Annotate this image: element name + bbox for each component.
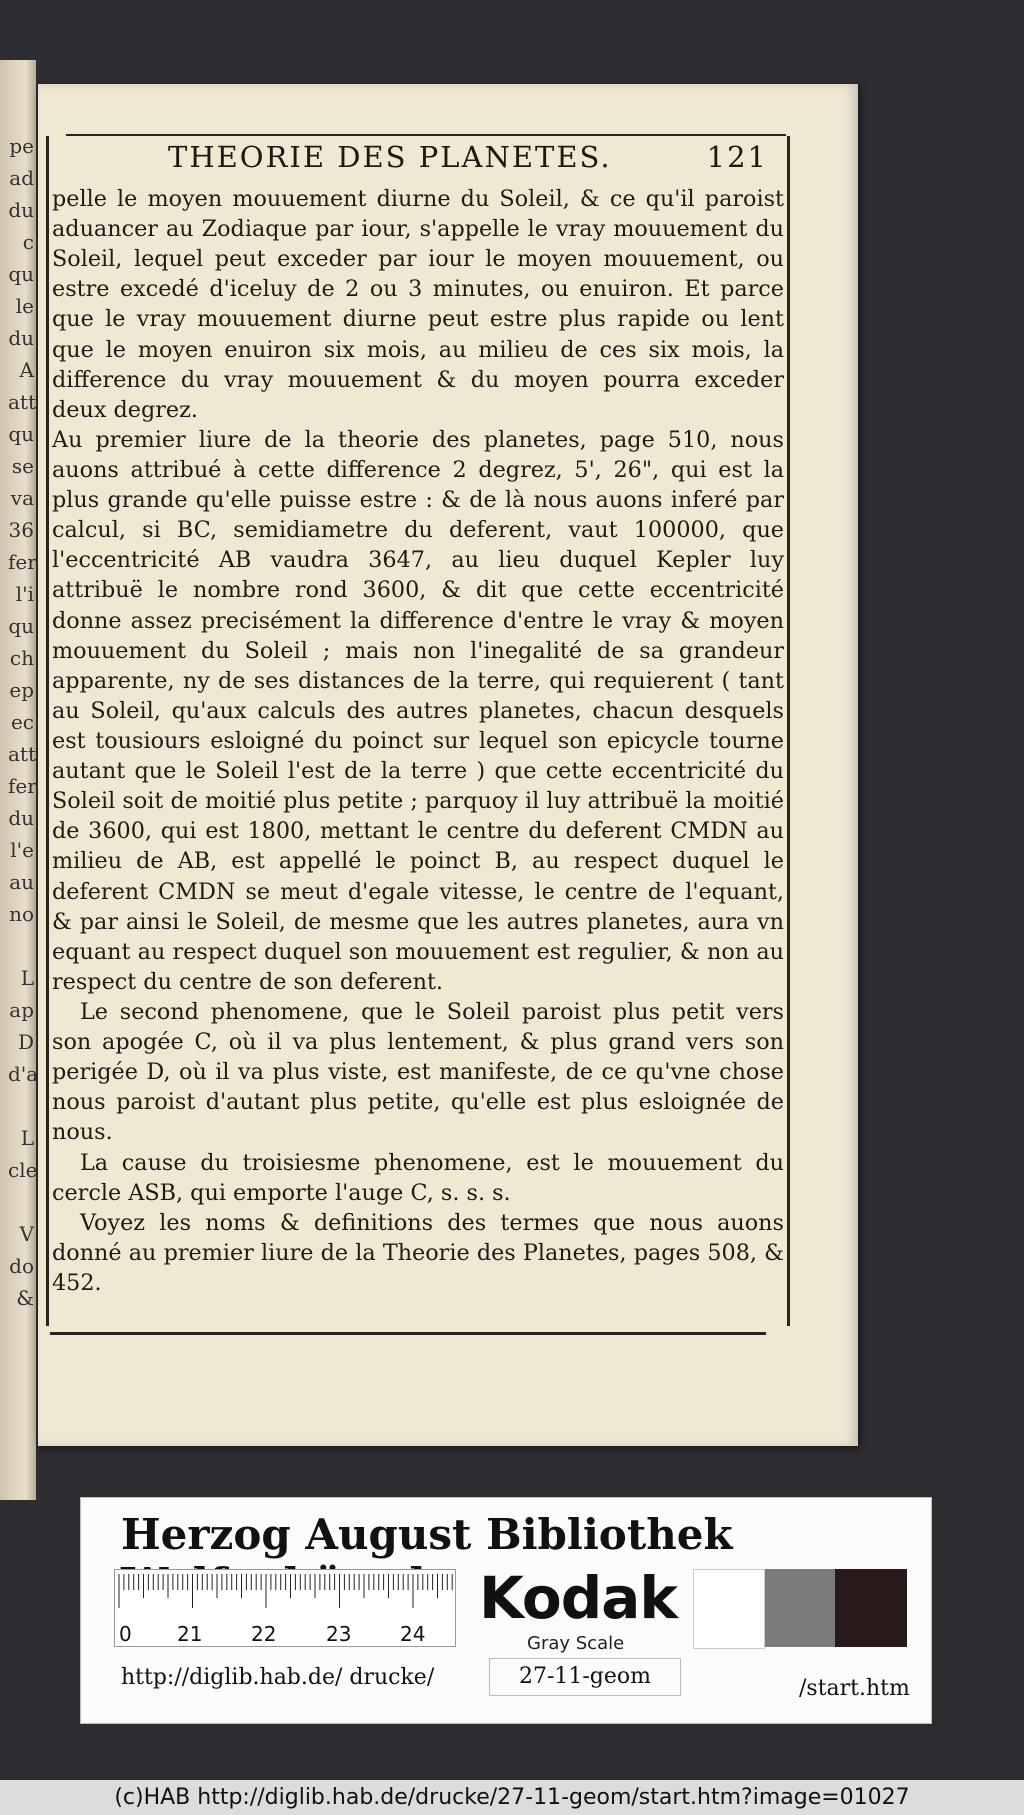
ruler-label: 21 (177, 1622, 203, 1646)
bottom-rule (50, 1332, 766, 1335)
paragraph: Voyez les noms & definitions des termes que nous auons donné au premier liure de la Theorie des Planetes, pages 508, & 452. (52, 1209, 784, 1296)
paragraph: Le second phenomene, que le Soleil paroist plus petit vers son apogée C, où il va plus lentement, & plus grand vers son perigée D, où il va plus viste, est manifeste, de ce qu'vne chose nous paroist d'autant plus petite, qu'elle est plus esloignée de nous. (52, 998, 784, 1146)
gray-scale-caption: Gray Scale (527, 1633, 625, 1654)
ruler-label: 22 (251, 1622, 277, 1646)
body-text (52, 184, 784, 1298)
black-patch (835, 1569, 907, 1647)
paragraph: Au premier liure de la theorie des planetes, page 510, nous auons attribué à cette difference 2 degrez, 5', 26", qui est la plus grande qu'elle puisse estre : & de là nous auons inferé par calcul, si BC, semidiametre du deferent, vaut 100000, que l'eccentricité AB vaudra 3647, au lieu duquel Kepler luy attribuë le nombre rond 3600, & dit que cette eccentricité donne assez precisément la difference d'entre le vray & moyen mouuement du Soleil ; mais non l'inegalité de sa grandeur apparente, ny de ses distances de la terre, qui requierent ( tant au Soleil, qu'aux calculs des autres planetes, chacun desquels est tousiours esloigné du poinct sur lequel son epicycle tourne autant que le Soleil l'est de la terre ) que cette eccentricité du Soleil soit de moitié plus petite ; parquoy il luy attribuë la moitié de 3600, qui est 1800, mettant le centre du deferent CMDN au milieu de AB, est appellé le poinct B, au respect duquel le deferent CMDN se meut d'egale vitesse, le centre de l'equant, & par ainsi le Soleil, de mesme que les autres planetes, aura vn equant au respect duquel son mouuement est regulier, & non au respect du centre de son deferent. (52, 426, 784, 995)
url-id: 27-11-geom (489, 1658, 681, 1696)
white-patch (693, 1569, 765, 1649)
ruler-label: 0 (119, 1622, 132, 1646)
ruler-label: 24 (400, 1622, 426, 1646)
gray-patch (765, 1569, 835, 1647)
institution-name: Herzog August Bibliothek (121, 1510, 733, 1559)
page-number: 121 (706, 140, 768, 174)
ruler-labels (115, 1622, 455, 1646)
paragraph: La cause du troisiesme phenomene, est le mouuement du cercle ASB, qui emporte l'auge C, s. s. s. (52, 1149, 784, 1206)
previous-page-edge (0, 60, 39, 1500)
running-header (168, 140, 768, 174)
color-target-card (80, 1497, 932, 1724)
scale-ruler (114, 1569, 456, 1647)
book-page (38, 84, 858, 1446)
url-suffix: /start.htm (799, 1676, 910, 1701)
ruler-ticks (115, 1570, 455, 1622)
url-prefix: http://diglib.hab.de/ drucke/ (121, 1665, 435, 1690)
paragraph: pelle le moyen mouuement diurne du Soleil, & ce qu'il paroist aduancer au Zodiaque par iour, s'appelle le vray mouuement du Soleil, lequel peut exceder par iour le moyen mouuement, ou estre excedé d'iceluy de 2 ou 3 minutes, ou enuiron. Et parce que le vray mouuement diurne peut estre plus rapide ou lent que le moyen enuiron six mois, au milieu de ces six mois, la difference du vray mouuement & du moyen pourra exceder deux degrez. (52, 186, 784, 423)
copyright-footer: (c)HAB http://diglib.hab.de/drucke/27-11-geom/start.htm?image=01027 (0, 1780, 1024, 1815)
running-title: THEORIE DES PLANETES. (168, 140, 612, 174)
previous-page-fragments: pe ad du c qu le du A att qu se va 36 fer l'i qu ch ep ec att fer du l'e au no L ap D d'a L cle V do & (8, 134, 39, 1310)
ruler-label: 23 (326, 1622, 352, 1646)
kodak-logo: Kodak (479, 1564, 677, 1632)
